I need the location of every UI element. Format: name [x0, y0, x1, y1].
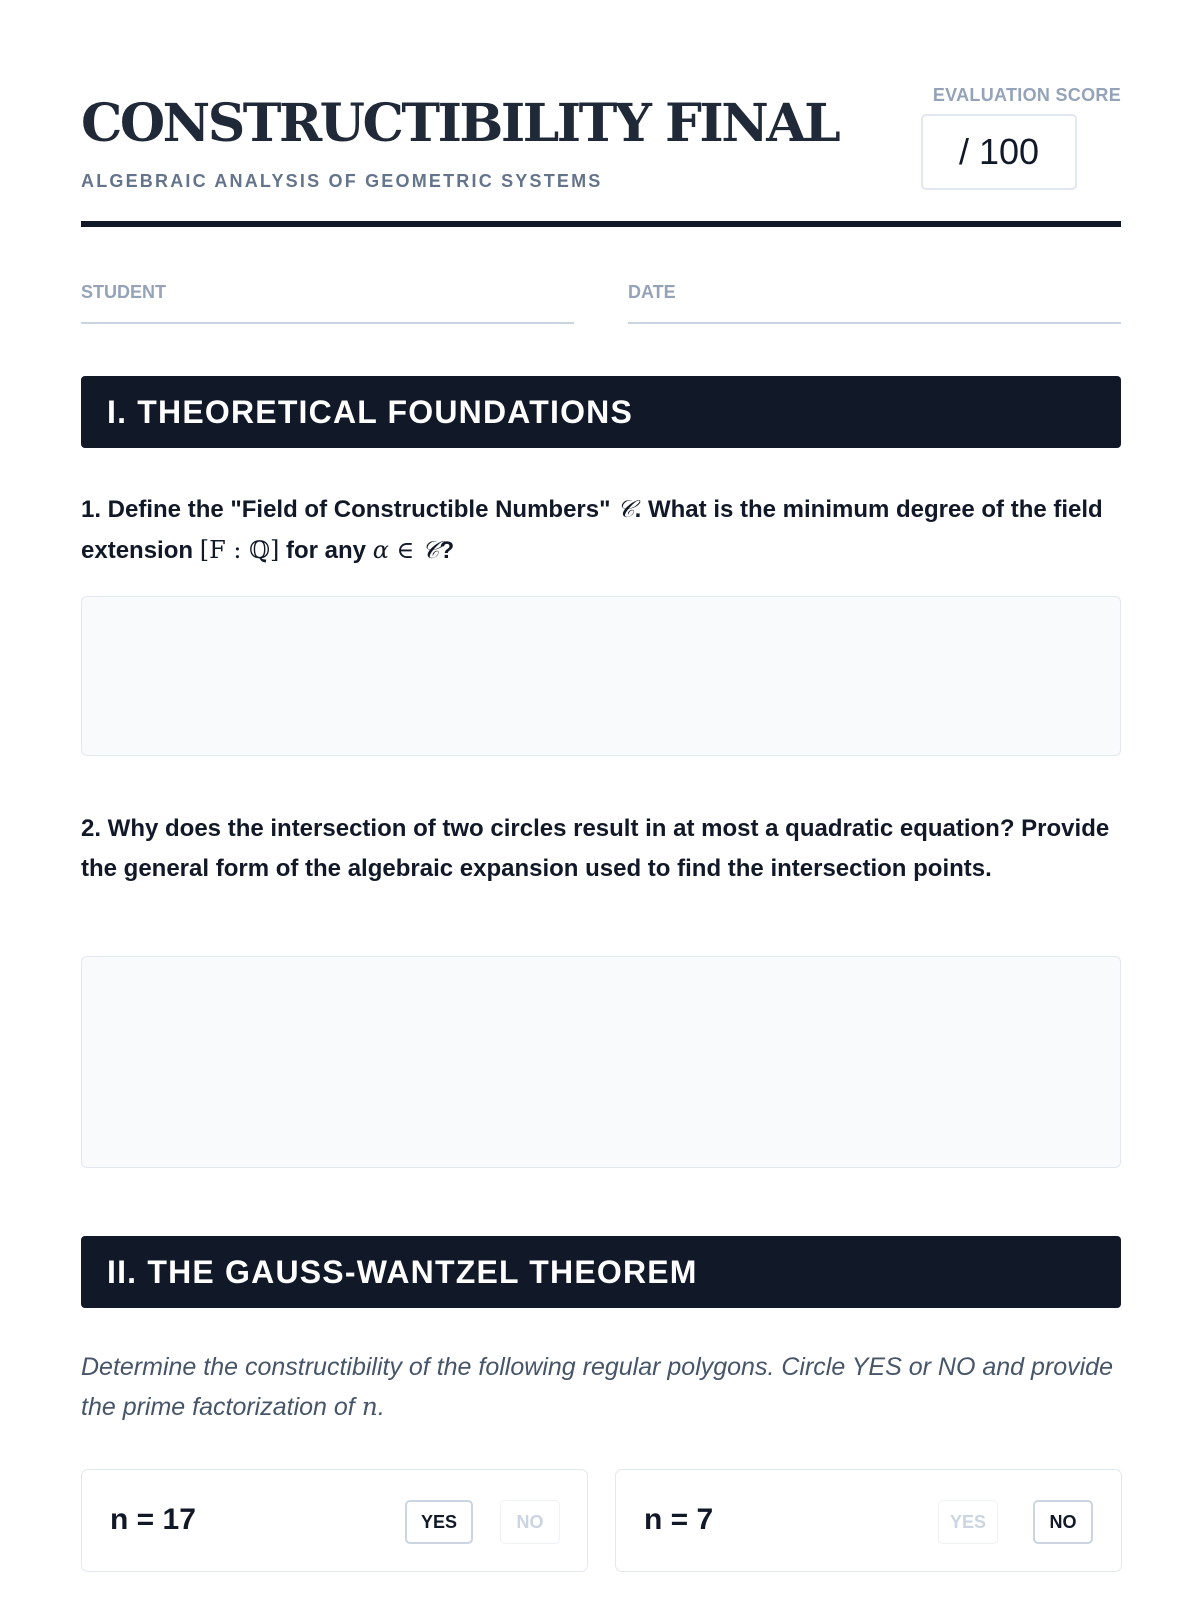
student-label: STUDENT: [81, 282, 166, 302]
section-two-title: II. THE GAUSS-WANTZEL THEOREM: [107, 1253, 698, 1290]
no-option[interactable]: NO: [1033, 1500, 1093, 1544]
answer-box-2[interactable]: [81, 956, 1121, 1168]
question-1-text-c: for any: [279, 537, 373, 564]
question-2-text: 2. Why does the intersection of two circles result in at most a quadratic equation? Provide the general form of the algebraic expansion used to find the intersection points.: [81, 815, 1110, 882]
polygon-instructions: [81, 1347, 1121, 1427]
exam-header: [81, 80, 1121, 230]
question-1-text-d: ?: [439, 537, 455, 564]
polygon-n-label: n = 7: [644, 1503, 714, 1536]
header-divider: [81, 221, 1121, 227]
polygon-card-7: [615, 1469, 1122, 1572]
instructions-end: .: [377, 1393, 385, 1421]
answer-box-1[interactable]: [81, 596, 1121, 756]
alpha-in-c: α ∈ 𝒞: [372, 536, 440, 564]
evaluation-score-label: EVALUATION SCORE: [932, 85, 1121, 105]
exam-title: CONSTRUCTIBILITY FINAL: [81, 93, 839, 154]
field-extension-degree: [F : ℚ]: [199, 536, 280, 564]
exam-subtitle: ALGEBRAIC ANALYSIS OF GEOMETRIC SYSTEMS: [81, 171, 603, 191]
instructions-text: Determine the constructibility of the following regular polygons. Circle YES or NO and provide the prime factorization of: [81, 1353, 1113, 1421]
section-two-header: [81, 1236, 1121, 1308]
n-variable: n: [361, 1392, 378, 1421]
date-label: DATE: [628, 282, 676, 302]
section-one-title: I. THEORETICAL FOUNDATIONS: [107, 393, 634, 430]
constructible-field-symbol: 𝒞: [617, 495, 635, 523]
polygon-n-label: n = 17: [110, 1503, 196, 1536]
polygon-card-17: [81, 1469, 588, 1572]
section-one-header: [81, 376, 1121, 448]
question-1: [81, 489, 1121, 571]
no-option[interactable]: NO: [500, 1500, 560, 1544]
question-1-text-a: 1. Define the "Field of Constructible Numbers": [81, 496, 618, 523]
question-2: [81, 809, 1121, 889]
evaluation-score-box[interactable]: / 100: [921, 114, 1077, 190]
question-1-text-b: . What is the minimum degree of the field extension: [81, 496, 1103, 564]
date-field[interactable]: [628, 282, 1121, 324]
yes-option[interactable]: YES: [405, 1500, 473, 1544]
yes-option[interactable]: YES: [938, 1500, 998, 1544]
student-field[interactable]: [81, 282, 574, 324]
